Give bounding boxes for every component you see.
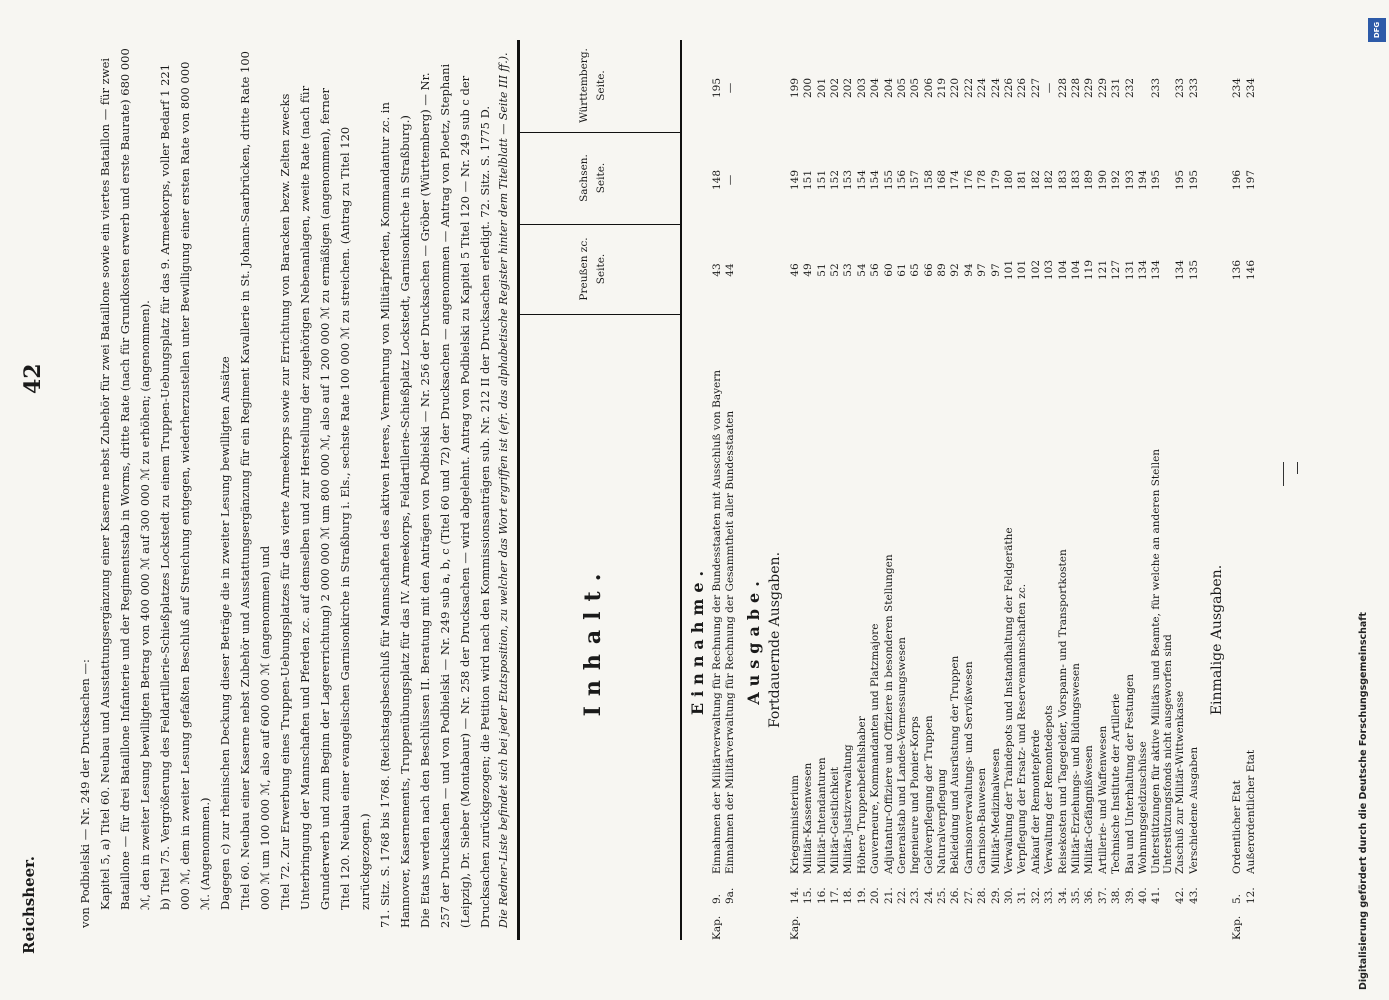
row-page-preussen: 89 — [936, 263, 949, 277]
row-title: Bekleidung und Ausrüstung der Truppen — [949, 655, 962, 874]
row-page-preussen: 53 — [842, 263, 855, 277]
row-page-sachsen: 195 — [1150, 169, 1163, 191]
toc-row — [1097, 40, 1110, 940]
toc-row — [802, 40, 815, 940]
row-page-wuerttemberg: 219 — [936, 77, 949, 99]
row-page-wuerttemberg: 205 — [895, 77, 908, 99]
row-number: 39. — [1123, 887, 1136, 904]
row-page-sachsen: 151 — [802, 169, 815, 191]
row-number: 14. — [788, 887, 801, 904]
paragraph: Titel 120. Neubau einer evangelischen Garnisonkirche in Straßburg i. Els., sechste Rate 100 000 ℳ zu streichen. (Antrag zu Titel 120 zurückgezogen.) — [338, 126, 372, 910]
row-page-preussen: 49 — [802, 263, 815, 277]
row-page-sachsen: 195 — [1174, 169, 1187, 191]
row-page-preussen: 52 — [828, 263, 841, 277]
row-page-wuerttemberg: 201 — [815, 77, 828, 99]
column-header-label: Württemberg. — [578, 48, 590, 123]
row-page-wuerttemberg: 228 — [1069, 77, 1082, 99]
row-number: 40. — [1136, 887, 1149, 904]
row-number: 21. — [882, 887, 895, 904]
toc-row — [1043, 40, 1056, 940]
paragraph: Kapitel 5, a) Titel 60. Neubau und Ausstattungsergänzung einer Kaserne nebst Zubehör für zwei Bataillone sowie ein viertes Bataillon — für zwei Bataillone — für drei Bataillone Infanterie und der Regimentsstab in Worms, dritte Rate (nach für Grundkosten erwerb und erste Baurate) 680 000 ℳ, den in zweiter Lesung bewilligten Betrag von 400 000 ℳ auf 300 000 ℳ zu erhöhen; (angenommen). — [98, 48, 152, 910]
row-number: 22. — [895, 887, 908, 904]
row-page-sachsen: 182 — [1043, 169, 1056, 191]
row-page-sachsen: 197 — [1244, 169, 1257, 191]
toc-row — [1245, 40, 1258, 940]
row-title: Verschiedene Ausgaben — [1187, 746, 1200, 874]
row-number: 34. — [1056, 887, 1069, 904]
column-header-preussen — [520, 224, 680, 315]
row-page-wuerttemberg: 232 — [1123, 77, 1136, 99]
row-title: Unterstützungen für aktive Militärs und Beamte, für welche an anderen Stellen Unterstützungsfonds nicht ausgeworfen sind — [1150, 448, 1175, 874]
toc-row — [1188, 40, 1201, 940]
row-page-sachsen: 153 — [842, 169, 855, 191]
row-page-sachsen: 154 — [869, 169, 882, 191]
row-page-preussen: 43 — [711, 263, 723, 277]
row-page-preussen: 131 — [1123, 259, 1136, 281]
row-title: Wohnungsgeldzuschüsse — [1136, 741, 1149, 874]
row-page-sachsen: 148 — [711, 169, 723, 191]
row-number: 37. — [1096, 887, 1109, 904]
row-title: Militär-Gefängnißwesen — [1083, 745, 1096, 874]
row-kapitel: Kap. — [1231, 915, 1244, 940]
toc-row — [1057, 40, 1070, 940]
toc-row — [789, 40, 802, 940]
toc-row — [990, 40, 1003, 940]
toc-row — [1150, 40, 1174, 940]
row-number: 20. — [869, 887, 882, 904]
row-page-preussen: 46 — [788, 263, 801, 277]
row-page-preussen: 136 — [1231, 259, 1244, 281]
row-number: 35. — [1069, 887, 1082, 904]
row-title: Militär-Geistlichkeit — [828, 767, 841, 874]
row-number: 41. — [1150, 887, 1163, 904]
row-page-wuerttemberg: 224 — [989, 77, 1002, 99]
row-number: 36. — [1083, 887, 1096, 904]
row-page-wuerttemberg: 234 — [1244, 77, 1257, 99]
row-page-sachsen: 190 — [1096, 169, 1109, 191]
row-page-preussen: 60 — [882, 263, 895, 277]
row-number: 12. — [1244, 887, 1257, 904]
row-title: Bau und Unterhaltung der Festungen — [1123, 674, 1136, 874]
row-page-preussen: 54 — [855, 263, 868, 277]
row-page-preussen: 135 — [1187, 259, 1200, 281]
row-title: Garnison-Bauwesen — [976, 767, 989, 874]
row-page-wuerttemberg: 206 — [922, 77, 935, 99]
row-title: Ankauf der Remontepferde — [1029, 729, 1042, 874]
row-title: Kriegsministerium — [788, 775, 801, 874]
toc-title: Inhalt. — [580, 563, 606, 717]
row-number: 9. — [711, 893, 723, 904]
row-page-preussen: 101 — [1003, 259, 1016, 281]
row-page-preussen: 103 — [1043, 259, 1056, 281]
row-number: 16. — [815, 887, 828, 904]
row-title: Militär-Erziehungs- und Bildungswesen — [1069, 663, 1082, 874]
row-page-wuerttemberg: 205 — [909, 77, 922, 99]
row-number: 29. — [989, 887, 1002, 904]
row-page-sachsen: 151 — [815, 169, 828, 191]
subsection-einmalige: Einmalige Ausgaben. — [1209, 564, 1226, 716]
row-title: Technische Institute der Artillerie — [1110, 693, 1123, 874]
row-title: Verpflegung der Ersatz- und Reservemannschaften zc. — [1016, 583, 1029, 874]
row-page-preussen: 104 — [1056, 259, 1069, 281]
row-page-wuerttemberg: 233 — [1187, 77, 1200, 99]
row-number: 42. — [1174, 887, 1187, 904]
toc-row — [1083, 40, 1096, 940]
paragraph: von Podbielski — Nr. 249 der Drucksachen —: — [78, 659, 92, 928]
row-page-preussen: 65 — [909, 263, 922, 277]
row-title: Gouverneure, Kommandanten und Platzmajore — [869, 623, 882, 874]
toc-row — [869, 40, 882, 940]
row-page-sachsen: 182 — [1029, 169, 1042, 191]
row-page-preussen: 51 — [815, 263, 828, 277]
row-page-sachsen: 183 — [1069, 169, 1082, 191]
row-page-sachsen: 155 — [882, 169, 895, 191]
row-page-preussen: 56 — [869, 263, 882, 277]
row-page-wuerttemberg: 234 — [1231, 77, 1244, 99]
row-title: Garnisonverwaltungs- und Servißwesen — [962, 661, 975, 874]
toc-row — [724, 40, 737, 940]
row-page-sachsen: 154 — [855, 169, 868, 191]
row-page-preussen: 97 — [976, 263, 989, 277]
row-number: 23. — [909, 887, 922, 904]
row-page-sachsen: 149 — [788, 169, 801, 191]
row-page-wuerttemberg: 224 — [976, 77, 989, 99]
row-number: 32. — [1029, 887, 1042, 904]
row-page-wuerttemberg: 222 — [962, 77, 975, 99]
row-page-sachsen: 196 — [1231, 169, 1244, 191]
divider-mark — [1297, 462, 1298, 474]
row-number: 43. — [1187, 887, 1200, 904]
paragraph: Die Etats werden nach den Beschlüssen II. Beratung mit den Anträgen von Podbielski — Nr. 256 der Drucksachen — Gröber (Württemberg) — Nr. 257 der Drucksachen — und von Podbielski — Nr. 249 sub a, b, c (Titel 60 und 72) der Drucksachen — angenommen — Antrag von Ploetz, Stephani (Leipzig), Dr. Sieber (Montabaur) — Nr. 258 der Drucksachen — wird abgelehnt. Antrag von Podbielski zu Kapitel 5 Titel 120 — Nr. 249 sub c der Drucksachen zurückgezogen; die Petition wird nach den Kommissionsanträgen sub. Nr. 212 II der Drucksachen erledigt. 72. Sitz. S. 1775 D. — [418, 63, 492, 928]
row-page-wuerttemberg: 200 — [802, 77, 815, 99]
row-page-wuerttemberg: 195 — [711, 77, 723, 99]
row-page-wuerttemberg: 233 — [1150, 77, 1163, 99]
table-of-contents — [517, 40, 1258, 940]
row-page-wuerttemberg: 233 — [1174, 77, 1187, 99]
row-page-wuerttemberg: 229 — [1096, 77, 1109, 99]
toc-row — [936, 40, 949, 940]
row-title: Artillerie- und Waffenwesen — [1096, 725, 1109, 874]
row-number: 30. — [1003, 887, 1016, 904]
row-title: Einnahmen der Militärverwaltung für Rechnung der Gesammtheit aller Bundesstaaten — [724, 410, 737, 874]
toc-header — [520, 40, 682, 940]
toc-row — [1137, 40, 1150, 940]
toc-row — [949, 40, 962, 940]
row-title: Militär-Justizverwaltung — [842, 744, 855, 874]
dfg-logo-text: DFG — [1373, 21, 1381, 39]
row-page-preussen: 101 — [1016, 259, 1029, 281]
toc-row — [1070, 40, 1083, 940]
einnahme-list — [711, 40, 738, 940]
row-number: 19. — [855, 887, 868, 904]
row-title: Höhere Truppenbefehlshaber — [855, 716, 868, 874]
row-page-sachsen: 193 — [1123, 169, 1136, 191]
row-page-sachsen: 168 — [936, 169, 949, 191]
funding-credit: Digitalisierung gefördert durch die Deutsche Forschungsgemeinschaft — [1358, 612, 1369, 990]
column-header-sub: Seite. — [595, 253, 607, 285]
row-title: Zuschuß zur Militär-Wittwenkasse — [1174, 690, 1187, 874]
column-header-sub: Seite. — [595, 70, 607, 101]
row-title: Militär-Kassenwesen — [802, 762, 815, 874]
ausgabe-list — [789, 40, 1201, 940]
row-page-sachsen: 194 — [1136, 169, 1149, 191]
row-number: 9a. — [724, 887, 737, 904]
row-page-sachsen: 180 — [1003, 169, 1016, 191]
row-page-sachsen: 152 — [828, 169, 841, 191]
toc-row — [1124, 40, 1137, 940]
row-page-preussen: 146 — [1244, 259, 1257, 281]
row-title: Einnahmen der Militärverwaltung für Rechnung der Bundesstaaten mit Ausschluß von Bayern — [711, 369, 723, 874]
paragraph: Dagegen c) zur rheinischen Deckung dieser Beträge die in zweiter Lesung bewilligten Ansätze — [218, 356, 232, 910]
toc-row — [1110, 40, 1123, 940]
row-page-wuerttemberg: 202 — [842, 77, 855, 99]
row-page-wuerttemberg: 226 — [1003, 77, 1016, 99]
row-number: 38. — [1110, 887, 1123, 904]
row-page-wuerttemberg: 228 — [1056, 77, 1069, 99]
divider-mark — [1283, 462, 1284, 486]
toc-row — [963, 40, 976, 940]
toc-row — [1231, 40, 1244, 940]
toc-row — [856, 40, 869, 940]
paragraph: Titel 60. Neubau einer Kaserne nebst Zubehör und Ausstattungsergänzung für ein Regiment Kavallerie in St. Johann-Saarbrücken, dritte Rate 100 000 ℳ um 100 000 ℳ, also auf 600 000 ℳ (angenommen) und — [238, 51, 272, 910]
row-page-sachsen: 192 — [1110, 169, 1123, 191]
row-page-sachsen: 195 — [1187, 169, 1200, 191]
row-number: 28. — [976, 887, 989, 904]
running-head: Reichsheer. — [20, 856, 38, 954]
speaker-note: Die Redner-Liste befindet sich bei jeder Etatsposition, zu welcher das Wort ergriffen ist (efr. das alphabetische Register hinter dem Titelblatt — Seite III ff.). — [497, 52, 510, 928]
page-number: 42 — [20, 363, 46, 394]
row-page-wuerttemberg: 204 — [882, 77, 895, 99]
row-number: 25. — [936, 887, 949, 904]
row-kapitel: Kap. — [711, 915, 723, 940]
page-header — [20, 54, 54, 954]
row-number: 24. — [922, 887, 935, 904]
row-page-preussen: 119 — [1083, 259, 1096, 281]
row-page-preussen: 44 — [724, 263, 737, 277]
row-number: 26. — [949, 887, 962, 904]
row-page-wuerttemberg: 199 — [788, 77, 801, 99]
row-title: Außerordentlicher Etat — [1244, 749, 1257, 874]
row-kapitel: Kap. — [788, 915, 801, 940]
toc-row — [1174, 40, 1187, 940]
toc-row — [1003, 40, 1016, 940]
row-number: 15. — [802, 887, 815, 904]
row-number: 17. — [828, 887, 841, 904]
row-number: 5. — [1231, 893, 1244, 904]
row-title: Verwaltung der Traindepots und Instandhaltung der Feldgeräthe — [1003, 527, 1016, 874]
toc-row — [976, 40, 989, 940]
row-page-sachsen: 174 — [949, 169, 962, 191]
row-number: 27. — [962, 887, 975, 904]
toc-row — [711, 40, 724, 940]
section-ausgabe: Ausgabe. — [743, 575, 763, 705]
row-page-sachsen: 176 — [962, 169, 975, 191]
row-page-wuerttemberg: 202 — [828, 77, 841, 99]
column-header-label: Preußen zc. — [578, 237, 590, 301]
row-page-preussen: 134 — [1150, 259, 1163, 281]
row-page-wuerttemberg: 231 — [1110, 77, 1123, 99]
row-page-preussen: 92 — [949, 263, 962, 277]
row-page-wuerttemberg: 204 — [869, 77, 882, 99]
toc-row — [842, 40, 855, 940]
toc-row — [883, 40, 896, 940]
row-title: Militär-Medizinalwesen — [989, 748, 1002, 874]
row-page-preussen: 134 — [1174, 259, 1187, 281]
row-page-preussen: 102 — [1029, 259, 1042, 281]
row-page-wuerttemberg: — — [724, 82, 737, 94]
toc-row — [829, 40, 842, 940]
row-page-wuerttemberg: 229 — [1083, 77, 1096, 99]
body-text — [75, 48, 513, 928]
row-page-wuerttemberg: — — [1043, 82, 1056, 94]
row-page-wuerttemberg: 220 — [949, 77, 962, 99]
row-page-wuerttemberg: 226 — [1016, 77, 1029, 99]
toc-row — [923, 40, 936, 940]
einmalige-list — [1231, 40, 1258, 940]
toc-row — [909, 40, 922, 940]
toc-row — [1016, 40, 1029, 940]
row-page-sachsen: 156 — [895, 169, 908, 191]
row-page-sachsen: 157 — [909, 169, 922, 191]
row-page-preussen: 61 — [895, 263, 908, 277]
row-title: Adjutantur-Offiziere und Offiziere in besonderen Stellungen — [882, 554, 895, 874]
row-page-sachsen: 179 — [989, 169, 1002, 191]
dfg-logo — [1368, 18, 1386, 42]
row-number: 31. — [1016, 887, 1029, 904]
row-page-wuerttemberg: 203 — [855, 77, 868, 99]
row-title: Ingenieure und Pionier-Korps — [909, 716, 922, 874]
column-header-sachsen — [520, 132, 680, 225]
row-number: 18. — [842, 887, 855, 904]
row-page-wuerttemberg: 227 — [1029, 77, 1042, 99]
paragraph: 71. Sitz. S. 1768 bis 1768. (Reichstagsbeschluß für Mannschaften des aktiven Heeres, Vermehrung von Militärpferden, Kommandantur zc. in Hannover, Kasernements, Truppenübungsplatz für das IV. Armeekorps, Feldartillerie-Schießplatz Lockstedt, Garnisonkirche in Straßburg.) — [378, 102, 412, 928]
row-page-sachsen: 183 — [1056, 169, 1069, 191]
toc-row — [816, 40, 829, 940]
column-header-label: Sachsen. — [578, 154, 590, 202]
subsection-fortdauernde: Fortdauernde Ausgaben. — [766, 551, 783, 729]
row-page-preussen: 97 — [989, 263, 1002, 277]
row-title: Verwaltung der Remontedepots — [1043, 705, 1056, 874]
column-header-sub: Seite. — [595, 162, 607, 194]
row-title: Militär-Intendanturen — [815, 757, 828, 874]
row-page-sachsen: 189 — [1083, 169, 1096, 191]
row-page-preussen: 94 — [962, 263, 975, 277]
toc-row — [1030, 40, 1043, 940]
row-number: 33. — [1043, 887, 1056, 904]
row-title: Reisekosten und Tagegelder, Vorspann- und Transportkosten — [1056, 549, 1069, 874]
row-page-sachsen: 178 — [976, 169, 989, 191]
row-page-preussen: 127 — [1110, 259, 1123, 281]
row-title: Generalstab und Landes-Vermessungswesen — [895, 637, 908, 874]
column-header-wuerttemberg — [520, 39, 680, 133]
row-page-preussen: 104 — [1069, 259, 1082, 281]
row-page-preussen: 134 — [1136, 259, 1149, 281]
row-page-preussen: 121 — [1096, 259, 1109, 281]
paragraph: Titel 72. Zur Erwerbung eines Truppen-Uebungsplatzes für das vierte Armeekorps sowie zur Errichtung von Baracken bezw. Zelten zwecks Unterbringung der Mannschaften und Pferden zc. auf demselben und zur Herstellung der zugehörigen Nebenanlagen, zweite Rate (nach für Grunderwerb und zum Beginn der Lagererrichtung) 2 000 000 ℳ um 800 000 ℳ, also auf 1 200 000 ℳ zu ermäßigen (angenommen), ferner — [278, 85, 332, 910]
row-page-preussen: 66 — [922, 263, 935, 277]
paragraph: b) Titel 75. Vergrößerung des Feldartillerie-Schießplatzes Lockstedt zu einem Truppen-Uebungsplatz für das 9. Armeekorps, voller Bedarf 1 221 000 ℳ, dem in zweiter Lesung gefaßten Beschluß auf Streichung entgegen, wiederherzustellen unter Bewilligung einer ersten Rate von 800 000 ℳ. (Angenommen.) — [158, 61, 212, 910]
row-title: Naturalverpflegung — [936, 768, 949, 874]
section-einnahme: Einnahme. — [688, 564, 707, 716]
row-title: Geldverpflegung der Truppen — [922, 715, 935, 874]
row-title: Ordentlicher Etat — [1231, 780, 1244, 874]
row-page-sachsen: 158 — [922, 169, 935, 191]
row-page-sachsen: — — [724, 174, 737, 186]
toc-row — [896, 40, 909, 940]
row-page-sachsen: 181 — [1016, 169, 1029, 191]
